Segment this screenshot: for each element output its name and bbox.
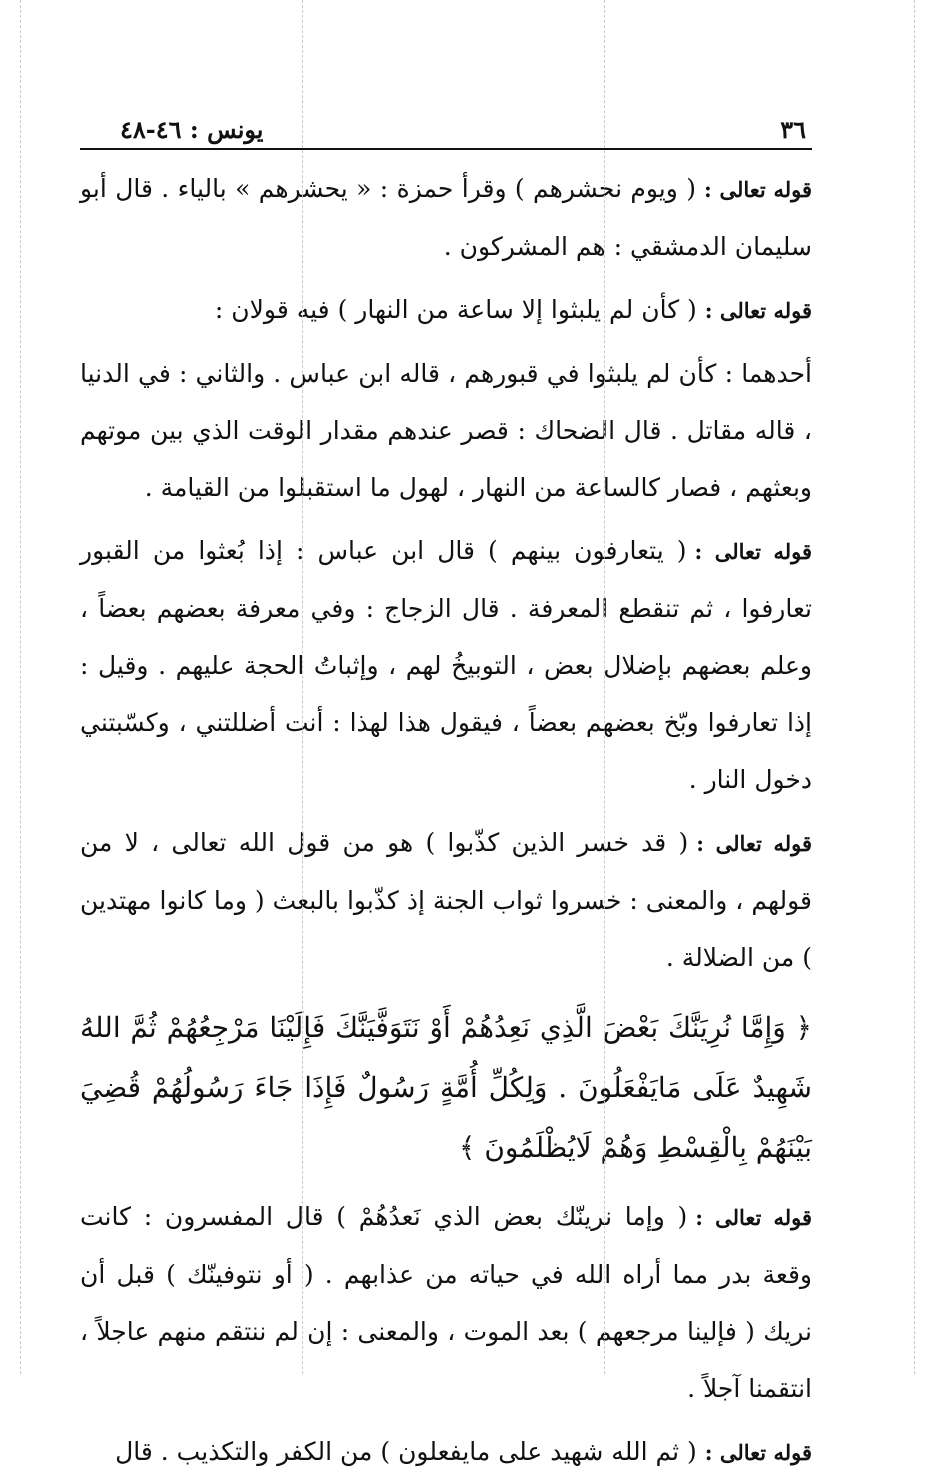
lead-label: قوله تعالى : xyxy=(696,831,812,856)
lead-label: قوله تعالى : xyxy=(703,177,812,202)
lead-label: قوله تعالى : xyxy=(704,298,812,323)
lead-label: قوله تعالى : xyxy=(695,1205,812,1230)
page-number: ٣٦ xyxy=(780,115,806,144)
commentary-paragraph xyxy=(80,281,812,339)
lead-label: قوله تعالى : xyxy=(704,1440,812,1465)
commentary-paragraph xyxy=(80,1423,812,1481)
commentary-paragraph xyxy=(80,345,812,516)
paragraph-text: ( يتعارفون بينهم ) قال ابن عباس : إذا بُعثوا من القبور تعارفوا ، ثم تنقطع المعرفة . قال الزجاج : وفي معرفة بعضهم بعضاً ، وعلم بعضهم بإضلال بعض ، التوبيخُ لهم ، وإثباتُ الحجة عليهم . وقيل : إذا تعارفوا وبّخ بعضهم بعضاً ، فيقول هذا لهذا : أنت أضللتني ، وكسّبتني دخول النار . xyxy=(80,536,812,794)
commentary-paragraph xyxy=(80,814,812,986)
lead-label: قوله تعالى : xyxy=(694,539,813,564)
commentary-paragraph xyxy=(80,160,812,275)
commentary-paragraph xyxy=(80,1188,812,1417)
paragraph-text: ( كأن لم يلبثوا إلا ساعة من النهار ) فيه قولان : xyxy=(214,295,697,324)
quran-verse: ﴿ وَإِمَّا نُرِيَنَّكَ بَعْضَ الَّذِي نَعِدُهُمْ أَوْ نَتَوَفَّيَنَّكَ فَإِلَيْنَا مَرْجِعُهُمْ ثُمَّ اللهُ شَهِيدٌ عَلَى مَايَفْعَلُونَ . وَلِكُلِّ أُمَّةٍ رَسُولٌ فَإِذَا جَاءَ رَسُولُهُمْ قُضِيَ بَيْنَهُمْ بِالْقِسْطِ وَهُمْ لَايُظْلَمُونَ ﴾ xyxy=(80,1011,812,1164)
page-body xyxy=(80,150,812,1481)
commentary-paragraph xyxy=(80,522,812,808)
paragraph-text: ( ثم الله شهيد على مايفعلون ) من الكفر والتكذيب . قال xyxy=(115,1437,697,1466)
page-header xyxy=(80,100,812,150)
running-title: يونس : ٤٦-٤٨ xyxy=(120,115,264,144)
paragraph-text: ( وإما نرينّك بعض الذي نَعدُهُمْ ) قال المفسرون : كانت وقعة بدر مما أراه الله في حياته من عذابهم . ( أو نتوفينّك ) قبل أن نريك ( فإلينا مرجعهم ) بعد الموت ، والمعنى : إن لم ننتقم منهم عاجلاً ، انتقمنا آجلاً . xyxy=(80,1202,812,1403)
paragraph-text: ( ويوم نحشرهم ) وقرأ حمزة : « يحشرهم » بالياء . قال أبو سليمان الدمشقي : هم المشركون . xyxy=(80,174,812,261)
paragraph-text: أحدهما : كأن لم يلبثوا في قبورهم ، قاله ابن عباس . والثاني : في الدنيا ، قاله مقاتل . قال الضحاك : قصر عندهم مقدار الوقت الذي بين موتهم وبعثهم ، فصار كالساعة من النهار ، لهول ما استقبلوا من القيامة . xyxy=(80,359,812,502)
paragraph-text: ( قد خسر الذين كذّبوا ) هو من قول الله تعالى ، لا من قولهم ، والمعنى : خسروا ثواب الجنة إذ كذّبوا بالبعث ( وما كانوا مهتدين ) من الضلالة . xyxy=(80,828,812,972)
